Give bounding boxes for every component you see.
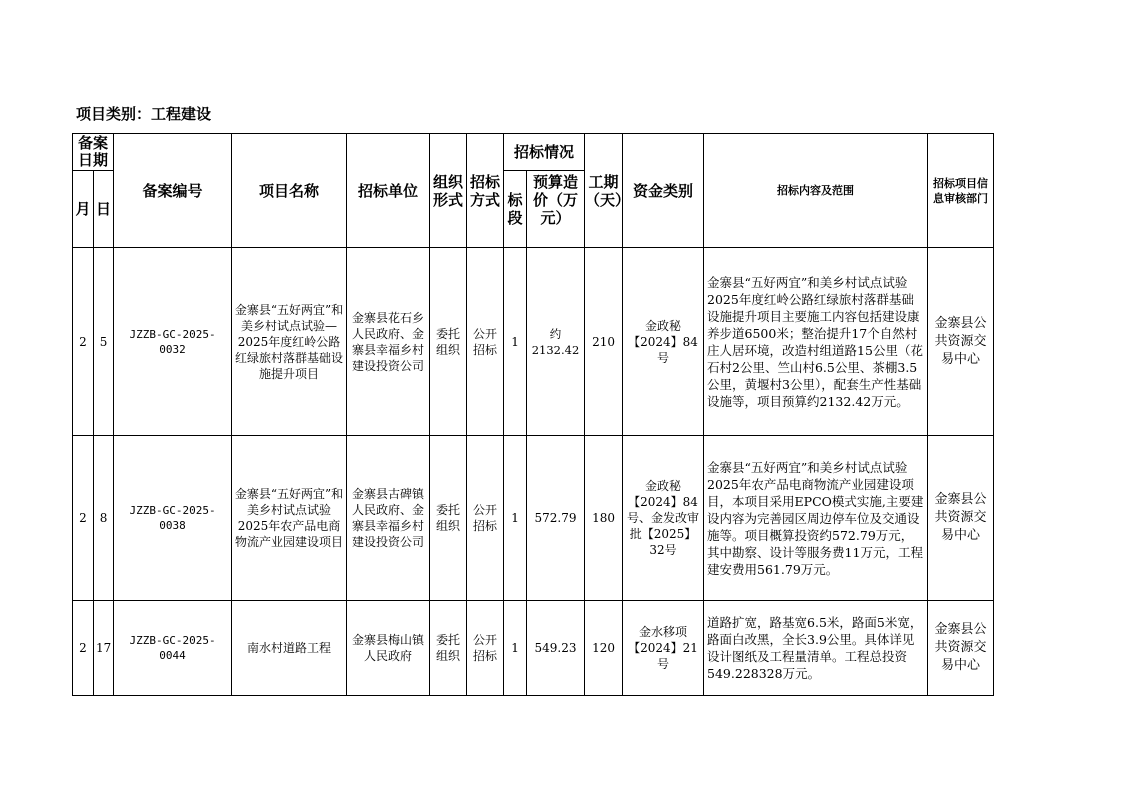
cell-budget: 572.79 xyxy=(527,436,585,601)
cell-org-form: 委托组织 xyxy=(430,436,467,601)
cell-duration: 120 xyxy=(585,601,623,696)
cell-fund-type: 金政秘【2024】84号 xyxy=(623,248,704,436)
cell-day: 5 xyxy=(94,248,114,436)
cell-project-name: 金寨县“五好两宜”和美乡村试点试验—2025年度红岭公路红绿旅村落群基础设施提升项目 xyxy=(232,248,347,436)
cell-budget: 约2132.42 xyxy=(527,248,585,436)
cell-project-name: 金寨县“五好两宜”和美乡村试点试验2025年农产品电商物流产业园建设项目 xyxy=(232,436,347,601)
header-budget xyxy=(527,171,585,248)
cell-fund-type: 金水移项【2024】21号 xyxy=(623,601,704,696)
cell-month: 2 xyxy=(73,436,94,601)
header-month: 月 xyxy=(73,171,94,248)
header-fund-type: 资金类别 xyxy=(623,134,704,248)
header-bid-group: 招标情况 xyxy=(504,134,585,171)
header-project-name: 项目名称 xyxy=(232,134,347,248)
cell-duration: 180 xyxy=(585,436,623,601)
cell-review-dept: 金寨县公共资源交易中心 xyxy=(928,248,994,436)
header-tenderer: 招标单位 xyxy=(347,134,430,248)
cell-day: 8 xyxy=(94,436,114,601)
cell-month: 2 xyxy=(73,601,94,696)
cell-tenderer: 金寨县花石乡人民政府、金寨县幸福乡村建设投资公司 xyxy=(347,248,430,436)
header-lot: 标段 xyxy=(504,171,527,248)
category-heading: 项目类别：工程建设 xyxy=(76,105,212,123)
cell-bid-method: 公开招标 xyxy=(467,601,504,696)
cell-scope: 金寨县“五好两宜”和美乡村试点试验2025年农产品电商物流产业园建设项目，本项目采用EPCO模式实施,主要建设内容为完善园区周边停车位及交通设施等。项目概算投资约572.79万元，其中勘察、设计等服务费11万元，工程建安费用561.79万元。 xyxy=(704,436,928,601)
cell-lot: 1 xyxy=(504,436,527,601)
header-day: 日 xyxy=(94,171,114,248)
table-row xyxy=(73,601,994,696)
table-row xyxy=(73,436,994,601)
cell-review-dept: 金寨县公共资源交易中心 xyxy=(928,601,994,696)
cell-org-form: 委托组织 xyxy=(430,248,467,436)
cell-fund-type: 金政秘【2024】84号、金发改审批【2025】32号 xyxy=(623,436,704,601)
header-bid-method: 招标方式 xyxy=(467,134,504,248)
header-duration: 工期（天） xyxy=(585,134,623,248)
cell-review-dept: 金寨县公共资源交易中心 xyxy=(928,436,994,601)
cell-duration: 210 xyxy=(585,248,623,436)
header-budget-text: 预算造价（万元） xyxy=(533,173,579,227)
cell-tenderer: 金寨县古碑镇人民政府、金寨县幸福乡村建设投资公司 xyxy=(347,436,430,601)
filing-table xyxy=(72,133,994,696)
cell-org-form: 委托组织 xyxy=(430,601,467,696)
cell-record-no: JZZB-GC-2025-0038 xyxy=(114,436,232,601)
header-date-group: 备案日期 xyxy=(73,134,114,171)
header-org-form: 组织形式 xyxy=(430,134,467,248)
cell-month: 2 xyxy=(73,248,94,436)
header-review-dept: 招标项目信息审核部门 xyxy=(928,134,994,248)
header-record-no: 备案编号 xyxy=(114,134,232,248)
cell-lot: 1 xyxy=(504,601,527,696)
cell-record-no: JZZB-GC-2025-0044 xyxy=(114,601,232,696)
table-row xyxy=(73,248,994,436)
cell-project-name: 南水村道路工程 xyxy=(232,601,347,696)
cell-bid-method: 公开招标 xyxy=(467,436,504,601)
cell-tenderer: 金寨县梅山镇人民政府 xyxy=(347,601,430,696)
cell-lot: 1 xyxy=(504,248,527,436)
cell-bid-method: 公开招标 xyxy=(467,248,504,436)
header-scope: 招标内容及范围 xyxy=(704,134,928,248)
cell-scope: 金寨县“五好两宜”和美乡村试点试验2025年度红岭公路红绿旅村落群基础设施提升项目主要施工内容包括建设康养步道6500米；整治提升17个自然村庄人居环境，改造村组道路15公里（花石村2公里、竺山村6.5公里、茶棚3.5公里，黄堰村3公里），配套生产性基础设施等，项目预算约2132.42万元。 xyxy=(704,248,928,436)
cell-budget: 549.23 xyxy=(527,601,585,696)
cell-scope: 道路扩宽，路基宽6.5米，路面5米宽，路面白改黑，全长3.9公里。具体详见设计图纸及工程量清单。工程总投资549.228328万元。 xyxy=(704,601,928,696)
cell-day: 17 xyxy=(94,601,114,696)
cell-record-no: JZZB-GC-2025-0032 xyxy=(114,248,232,436)
